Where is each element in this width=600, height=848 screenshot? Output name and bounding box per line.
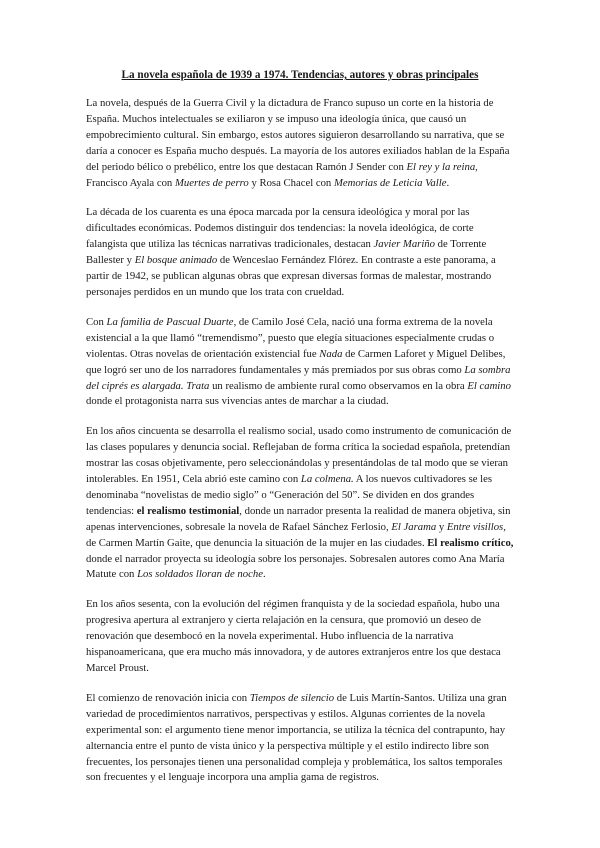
text: de Torrente Ballester y	[86, 238, 487, 267]
work-title: Nada	[319, 347, 343, 360]
work-title: La familia de Pascual Duarte	[106, 315, 234, 328]
text: de Wenceslao Fernández Flórez. En contraste a este panorama, a partir de 1942, se publican algunas obras que expresan diversas formas de malestar, mostrando personajes perdidos en un mundo que los trata con crueldad.	[86, 254, 496, 298]
work-title: Tiempos de silencio	[249, 691, 335, 704]
text: y Rosa Chacel con	[248, 176, 334, 189]
work-title: El Jarama	[391, 520, 437, 533]
paragraph-forties	[86, 205, 514, 300]
work-title: El camino	[467, 379, 511, 392]
key-term: El realismo crítico,	[427, 536, 514, 549]
text: La novela, después de la Guerra Civil y la dictadura de Franco supuso un corte en la historia de España. Muchos intelectuales se exiliaron y se impuso una ideología única, que causó un empobrecimiento cultural. Sin embargo, estos autores siguieron desarrollando su narrativa, que se daría a conocer es España mucho después. La mayoría de los autores exiliados hablan de la España del periodo bélico o prebélico, entre los que destacan Ramón J Sender con	[86, 97, 510, 173]
text: El comienzo de renovación inicia con	[86, 691, 250, 704]
work-title: El rey y la reina,	[406, 160, 478, 173]
work-title: El bosque animado	[134, 254, 218, 267]
document-title: La novela española de 1939 a 1974. Tendencias, autores y obras principales	[121, 69, 479, 81]
paragraph-exile	[86, 96, 514, 191]
text: La década de los cuarenta es una época marcada por la censura ideológica y moral por las dificultades económicas. Podemos distinguir dos tendencias: la novela ideológica, de corte falangista que utiliza las técnicas narrativas tradicionales, destacan	[86, 206, 474, 251]
work-title: Los soldados lloran de noche	[137, 568, 263, 581]
text: , de Camilo José Cela, nació una forma extrema de la novela existencial a la que llamó “tremendismo”, puesto que elegía situaciones especialmente crudas o violentas. Otras novelas de orientación existencial fue	[86, 315, 495, 360]
text: Francisco Ayala con	[86, 176, 175, 189]
key-term: el realismo testimonial	[136, 504, 240, 517]
text: .	[262, 568, 266, 581]
text: donde el narrador proyecta su ideología sobre los personajes. Sobresalen autores como Ana María Matute con	[86, 552, 505, 581]
work-title: La sombra del ciprés es alargada. Trata	[86, 363, 511, 392]
paragraph-fifties	[86, 424, 514, 583]
work-title: Entre visillos	[446, 520, 504, 533]
text: Con	[86, 315, 107, 328]
text: A los nuevos cultivadores se les denominaba “novelistas de medio siglo” o “Generación del 50”. Se dividen en dos grandes tendencias:	[86, 473, 493, 517]
text: donde el protagonista narra sus vivencias antes de marchar a la ciudad.	[86, 395, 389, 408]
text: .	[446, 176, 450, 189]
text: de Luis Martín-Santos. Utiliza una gran variedad de procedimientos narrativos, perspectivas y estilos. Algunas corrientes de la novela experimental son: el argumento tiene menor importancia, se utiliza la técnica del contrapunto, hay alternancia entre el punto de vista único y la perspectiva múltiple y el estilo indirecto libre son frecuentes, los personajes tienen una personalidad compleja y problemática, los saltos temporales son frecuentes y el lenguaje incorpora una amplia gama de registros.	[86, 691, 507, 784]
text: , donde un narrador presenta la realidad de manera objetiva, sin apenas intervenciones, sobresale la novela de Rafael Sánchez Ferlosio,	[86, 504, 511, 533]
paragraph-existential	[86, 315, 514, 410]
text: , de Carmen Martín Gaite, que denuncia la situación de la mujer en las ciudades.	[86, 520, 506, 549]
text: y	[436, 520, 447, 533]
paragraph-sixties	[86, 597, 514, 677]
work-title: Muertes de perro	[174, 176, 249, 189]
paragraph-experimental	[86, 691, 514, 786]
work-title: Javier Mariño	[373, 238, 435, 251]
text: un realismo de ambiente rural como observamos en la obra	[209, 379, 468, 392]
work-title: Memorias de Leticia Valle	[333, 176, 447, 189]
text: de Carmen Laforet y Miguel Delibes, que logró ser uno de los narradores fundamentales y más premiados por sus obras como	[86, 347, 506, 376]
work-title: La colmena.	[300, 473, 354, 486]
text: En los años sesenta, con la evolución del régimen franquista y de la sociedad española, hubo una progresiva apertura al extranjero y cierta relajación en la censura, que promovió un deseo de renovación que desembocó en la novela experimental. Hubo influencia de la narrativa hispanoamericana, que era mucho más innovadora, y de autores extranjeros entre los que destaca Marcel Proust.	[86, 598, 501, 674]
text: En los años cincuenta se desarrolla el realismo social, usado como instrumento de comunicación de las clases populares y denuncia social. Reflejaban de forma crítica la sociedad española, pretendían mostrar las cosas objetivamente, pero seleccionándolas y presentándolas de tal modo que se vieran intolerables. En 1951, Cela abrió este camino con	[86, 425, 512, 486]
